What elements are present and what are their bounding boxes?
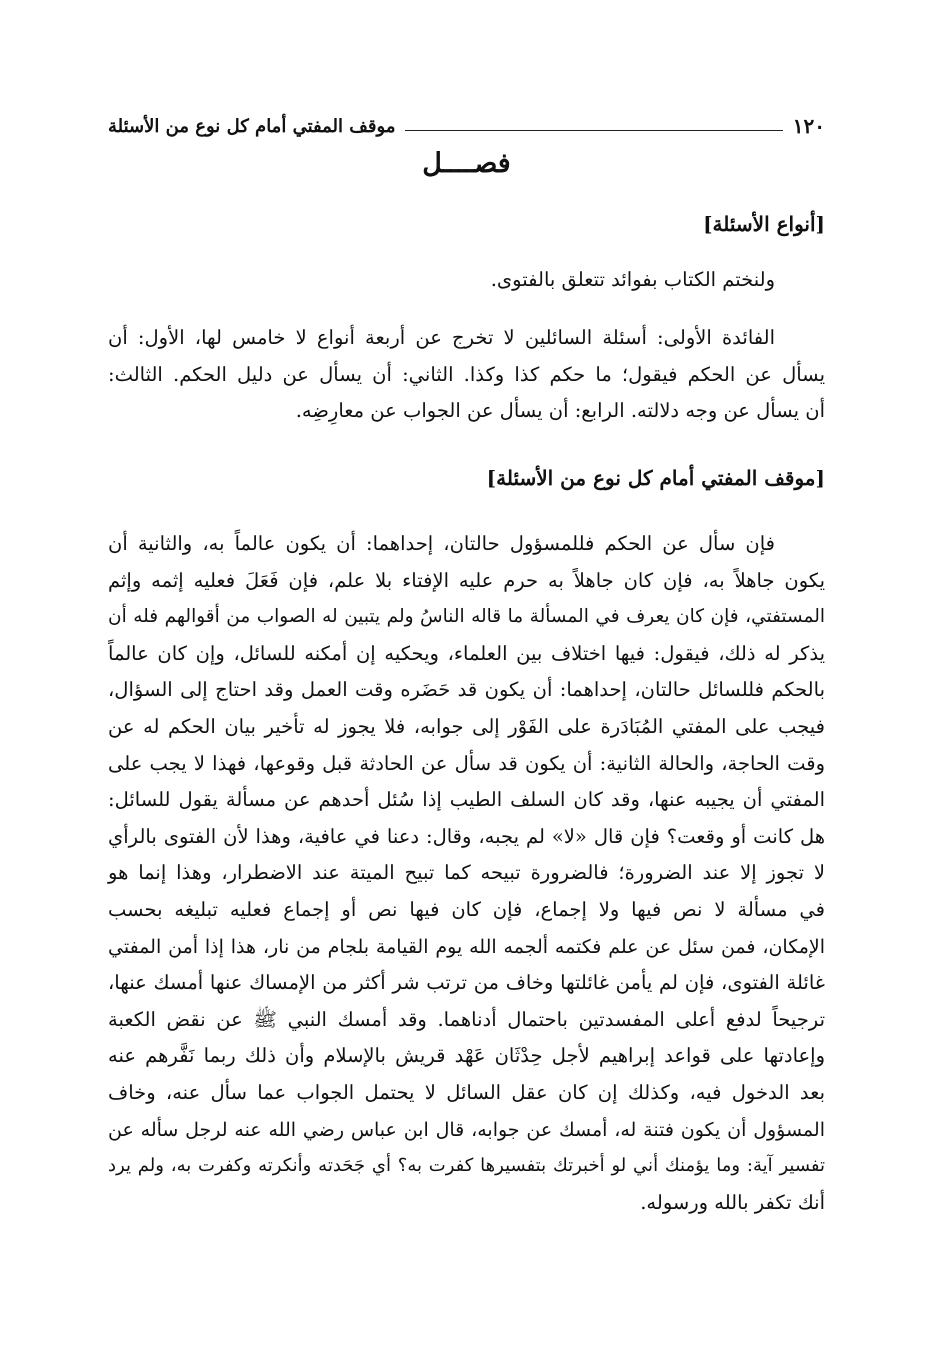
paragraph-line: المسؤول أن يكون فتنة له، أمسك عن جوابه، قال ابن عباس رضي الله عنه لرجل سأله عن (108, 1118, 825, 1141)
paragraph-first-benefit (108, 320, 825, 430)
header-rule (405, 130, 782, 131)
paragraph-line: المفتي أن يجيبه عنها، وقد كان السلف الطيب إذا سُئل أحدهم عن مسألة يقول للسائل: (108, 788, 825, 812)
paragraph-line: غائلة الفتوى، فإن لم يأمن غائلتها وخاف من ترتب شر أكثر من الإمساك عنها أمسك عنها، (108, 971, 825, 995)
heading-question-types: [أنواع الأسئلة] (703, 212, 825, 236)
paragraph-line: الفائدة الأولى: أسئلة السائلين لا تخرج عن أربعة أنواع لا خامس لها، الأول: أن (108, 326, 775, 349)
paragraph-line: أن يسأل عن وجه دلالته. الرابع: أن يسأل عن الجواب عن معارِضِه. (295, 399, 825, 423)
paragraph-line: وقت الحاجة، والحالة الثانية: أن يكون قد سأل عن الحادثة قبل وقوعها، فهذا لا يجب على (108, 751, 825, 775)
paragraph-line: بالحكم فللسائل حالتان، إحداهما: أن يكون قد حَضَره وقت العمل وقد احتاج إلى السؤال، (108, 678, 825, 702)
running-title: موقف المفتي أمام كل نوع من الأسئلة (108, 115, 396, 137)
section-title: فصــــل (422, 148, 511, 179)
paragraph-line: لا تجوز إلا عند الضرورة؛ فالضرورة تبيحه كما تبيح الميتة عند الاضطرار، وهذا إنما هو (108, 861, 825, 885)
paragraph-line: بعد الدخول فيه، وكذلك إن كان عقل السائل لا يحتمل الجواب عما سأل عنه، وخاف (108, 1080, 825, 1104)
intro-line: ولنختم الكتاب بفوائد تتعلق بالفتوى. (490, 268, 775, 291)
page-header (108, 108, 825, 144)
paragraph-line: المستفتي، فإن كان يعرف في المسألة ما قاله الناسُ ولم يتبين له الصواب من أقوالهم فله أن (108, 606, 825, 628)
paragraph-line: هل كانت أو وقعت؟ فإن قال «لا» لم يجبه، وقال: دعنا في عافية، وهذا لأن الفتوى بالرأي (108, 824, 825, 848)
page-number: ١٢٠ (792, 114, 825, 138)
paragraph-mufti-stance (108, 526, 825, 1221)
heading-mufti-stance: [موقف المفتي أمام كل نوع من الأسئلة] (486, 466, 825, 490)
paragraph-line: أنك تكفر بالله ورسوله. (640, 1190, 825, 1214)
paragraph-line: في مسألة لا نص فيها ولا إجماع، فإن كان فيها نص أو إجماع فعليه تبليغه بحسب (108, 897, 825, 921)
paragraph-line: فيجب على المفتي المُبَادَرة على الفَوْر إلى جوابه، فلا يجوز له تأخير بيان الحكم له عن (108, 714, 825, 738)
paragraph-line: وإعادتها على قواعد إبراهيم لأجل حِدْثَان عَهْد قريش بالإسلام وأن ذلك ربما نَفَّرهم عنه (108, 1044, 825, 1068)
paragraph-line: الإمكان، فمن سئل عن علم فكتمه ألجمه الله يوم القيامة بلجام من نار، هذا إذا أمن المفتي (108, 935, 825, 958)
paragraph-line: يذكر له ذلك، فيقول: فيها اختلاف بين العلماء، ويحكيه إن أمكنه للسائل، وإن كان عالماً (108, 641, 825, 665)
paragraph-line: ترجيحاً لدفع أعلى المفسدتين باحتمال أدناهما. وقد أمسك النبي ﷺ عن نقض الكعبة (108, 1007, 825, 1031)
paragraph-line: يكون جاهلاً به، فإن كان جاهلاً به حرم عليه الإفتاء بلا علم، فإن فَعَلَ فعليه إثمه وإثم (108, 568, 825, 592)
paragraph-line: فإن سأل عن الحكم فللمسؤول حالتان، إحداهما: أن يكون عالماً به، والثانية أن (108, 532, 775, 555)
intro-paragraph (108, 262, 825, 299)
paragraph-line: تفسير آية: وما يؤمنك أني لو أخبرتك بتفسيرها كفرت به؟ أي جَحَدته وأنكرته وكفرت به، ولم يرد (108, 1155, 825, 1177)
paragraph-line: يسأل عن الحكم فيقول؛ ما حكم كذا وكذا. الثاني: أن يسأل عن دليل الحكم. الثالث: (108, 362, 825, 386)
